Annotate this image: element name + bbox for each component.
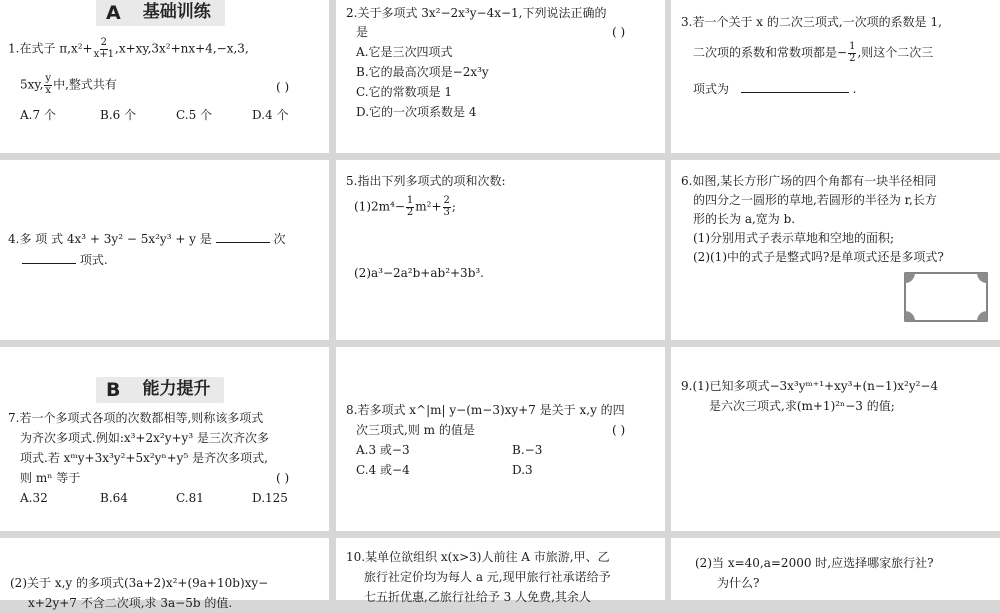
q1-fraction (94, 38, 114, 60)
q1-frac2-num: y (45, 73, 52, 84)
card-q1 (0, 0, 329, 153)
q8-paren[interactable]: ( ) (612, 423, 626, 437)
section-b-letter: B (106, 378, 121, 401)
q9b-line1: (2)关于 x,y 的多项式(3a+2)x²+(9a+10b)xy− (10, 576, 269, 590)
card-q4 (0, 160, 329, 340)
section-b-text: 能力提升 (142, 379, 211, 400)
q5-fraction-2 (443, 196, 451, 218)
q4-blank-2[interactable] (22, 263, 76, 264)
q6-line2: 的四分之一圆形的草地,若圆形的半径为 r,长方 (693, 193, 937, 207)
q5-frac1-num: 1 (406, 195, 414, 206)
q5-text-c: ; (451, 199, 456, 214)
q1-option-c[interactable]: C.5 个 (176, 108, 213, 122)
q1-option-b[interactable]: B.6 个 (100, 108, 137, 122)
q8-option-a[interactable]: A.3 或−3 (356, 443, 410, 457)
q4-line2 (22, 251, 108, 270)
card-q7 (0, 347, 329, 531)
q2-paren[interactable]: ( ) (612, 25, 626, 39)
q3-text-b: ,则这个二次三 (857, 45, 934, 60)
q8-line1: 8.若多项式 x^|m| y−(m−3)xy+7 是关于 x,y 的四 (346, 403, 625, 417)
q7-paren[interactable]: ( ) (276, 471, 290, 485)
q7-line3: 项式.若 xᵐy+3x³y²+5x²yⁿ+y⁵ 是齐次多项式, (20, 451, 268, 465)
q10b-line1: (2)当 x=40,a=2000 时,应选择哪家旅行社? (695, 556, 934, 570)
q8-option-c[interactable]: C.4 或−4 (356, 463, 410, 477)
q10-line2: 旅行社定价均为每人 a 元,现甲旅行社承诺给予 (364, 570, 611, 584)
q9b-line2: x+2y+7 不含二次项,求 3a−5b 的值. (28, 596, 233, 610)
q10-line3: 七五折优惠,乙旅行社给予 3 人免费,其余人 (364, 590, 591, 604)
card-q9 (671, 347, 1000, 531)
q1-text-d: 中,整式共有 (53, 77, 117, 92)
q5-frac2-den: 3 (443, 206, 450, 218)
q3-line2 (693, 42, 933, 64)
card-q10-part2 (671, 538, 1000, 600)
card-q5 (336, 160, 665, 340)
q3-text-c: 项式为 (693, 82, 730, 96)
q3-fraction (848, 42, 856, 64)
q2-option-b[interactable]: B.它的最高次项是−2x³y (356, 65, 489, 79)
q1-text-c: 5xy, (20, 77, 44, 92)
q3-text-a: 二次项的系数和常数项都是− (693, 45, 848, 60)
card-q3 (671, 0, 1000, 153)
q4-blank-1[interactable] (216, 242, 270, 243)
q5-part1 (354, 196, 456, 218)
q2-option-a[interactable]: A.它是三次四项式 (356, 45, 453, 59)
q9-line2: 是六次三项式,求(m+1)²ⁿ−3 的值; (709, 399, 895, 413)
card-q10 (336, 538, 665, 604)
q5-text-a: (1)2m⁴− (354, 199, 405, 214)
q1-text-a: 1.在式子 π,x²+ (8, 41, 93, 56)
q5-fraction-1 (406, 196, 414, 218)
q6-line1: 6.如图,某长方形广场的四个角都有一块半径相同 (681, 174, 937, 188)
q1-text-b: ,x+xy,3x²+nx+4,−x,3, (115, 41, 249, 56)
q1-frac-den: x+1 (93, 48, 114, 60)
q10-line1: 10.某单位欲组织 x(x>3)人前往 A 市旅游,甲、乙 (346, 550, 610, 564)
q3-frac-den: 2 (849, 52, 856, 64)
q2-option-c[interactable]: C.它的常数项是 1 (356, 85, 453, 99)
q2-line1: 2.关于多项式 3x²−2x³y−4x−1,下列说法正确的 (346, 6, 607, 20)
q1-frac-num: 2 (100, 37, 107, 48)
q2-option-d[interactable]: D.它的一次项系数是 4 (356, 105, 477, 119)
card-q2 (336, 0, 665, 153)
q1-line1 (8, 38, 249, 60)
q6-line3: 形的长为 a,宽为 b. (693, 212, 796, 226)
q1-option-d[interactable]: D.4 个 (252, 108, 289, 122)
q5-line1: 5.指出下列多项式的项和次数: (346, 174, 506, 188)
q3-answer-blank[interactable] (741, 92, 849, 93)
q8-line2: 次三项式,则 m 的值是 (356, 423, 475, 437)
q3-line3 (693, 80, 857, 99)
card-q9-part2 (0, 538, 329, 610)
q5-part2: (2)a³−2a²b+ab²+3b³. (354, 266, 484, 280)
q9-line1: 9.(1)已知多项式−3x³yᵐ⁺¹+xy³+(n−1)x²y²−4 (681, 379, 939, 393)
q5-frac1-den: 2 (406, 206, 414, 218)
q3-line1: 3.若一个关于 x 的二次三项式,一次项的系数是 1, (681, 15, 942, 29)
q7-option-c[interactable]: C.81 (176, 491, 204, 505)
q1-frac2-den: x (45, 84, 52, 96)
q7-line2: 为齐次多项式.例如:x³+2x²y+y³ 是三次齐次多 (20, 431, 269, 445)
section-a-letter: A (106, 1, 121, 24)
q4-line1 (8, 230, 285, 249)
q3-end: . (852, 82, 857, 96)
section-a-text: 基础训练 (142, 2, 211, 23)
q1-fraction-2 (44, 74, 52, 96)
rectangle-plaza-figure (904, 272, 988, 322)
q1-line2 (20, 74, 117, 96)
card-q8 (336, 347, 665, 531)
q6-line5: (2)(1)中的式子是整式吗?是单项式还是多项式? (693, 250, 944, 264)
q4-text-b: 次 (273, 232, 286, 246)
q4-text-a: 4.多 项 式 4x³ + 3y² − 5x²y³ + y 是 (8, 232, 212, 246)
q5-frac2-num: 2 (443, 195, 450, 206)
q1-option-a[interactable]: A.7 个 (20, 108, 56, 122)
section-b-title (96, 377, 224, 403)
q4-text-c: 项式. (79, 253, 108, 267)
q7-line1: 7.若一个多项式各项的次数都相等,则称该多项式 (8, 411, 264, 425)
q7-option-a[interactable]: A.32 (20, 491, 48, 505)
q10b-line2: 为什么? (717, 576, 760, 590)
q3-frac-num: 1 (849, 41, 856, 52)
q8-option-d[interactable]: D.3 (512, 463, 533, 477)
section-a-title (96, 0, 225, 26)
q2-line2: 是 (356, 25, 369, 39)
q7-line4: 则 mⁿ 等于 (20, 471, 81, 485)
q1-paren[interactable]: ( ) (276, 80, 290, 94)
q5-text-b: m²+ (415, 199, 442, 214)
q8-option-b[interactable]: B.−3 (512, 443, 543, 457)
q6-line4: (1)分别用式子表示草地和空地的面积; (693, 231, 895, 245)
q7-option-b[interactable]: B.64 (100, 491, 128, 505)
q7-option-d[interactable]: D.125 (252, 491, 288, 505)
